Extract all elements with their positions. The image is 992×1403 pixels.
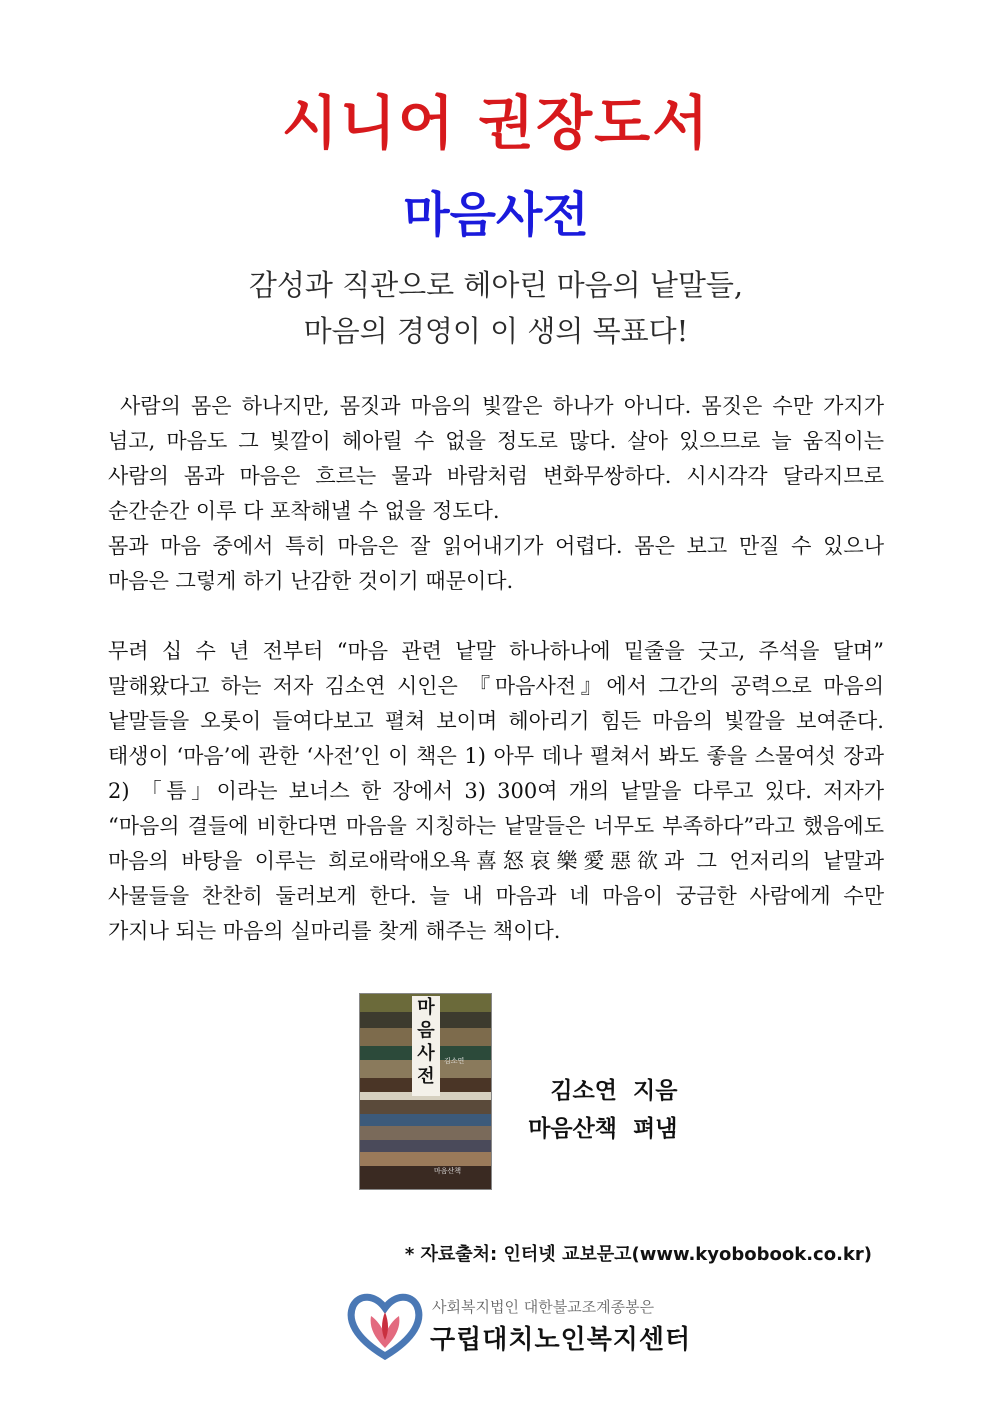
cover-author: 김소연 bbox=[444, 1057, 465, 1065]
book-cover-image bbox=[359, 993, 492, 1190]
book-subtitle bbox=[0, 262, 992, 354]
author-credit bbox=[520, 1072, 677, 1110]
source-note: * 자료출처: 인터넷 교보문고(www.kyobobook.co.kr) bbox=[404, 1244, 872, 1265]
lotus-heart-icon bbox=[345, 1290, 425, 1360]
description-paragraph-1: 사람의 몸은 하나지만, 몸짓과 마음의 빛깔은 하나가 아니다. 몸짓은 수만 가지가 넘고, 마음도 그 빛깔이 헤아릴 수 없을 정도로 많다. 살아 있으므로 늘 움직이는 사람의 몸과 마음은 흐르는 물과 바람처럼 변화무쌍하다. 시시각각 달라지므로 순간순간 이루 다 포착해낼 수 없을 정도다. bbox=[108, 394, 884, 523]
cover-title: 마음사전 bbox=[412, 996, 440, 1096]
publisher-credit bbox=[520, 1110, 677, 1148]
publisher-name: 마음산책 bbox=[528, 1115, 617, 1142]
cover-publisher: 마음산책 bbox=[434, 1167, 462, 1175]
author-name: 김소연 bbox=[550, 1077, 617, 1104]
book-description bbox=[108, 389, 884, 949]
organization-logo bbox=[345, 1290, 692, 1360]
description-paragraph-2: 몸과 마음 중에서 특히 마음은 잘 읽어내기가 어렵다. 몸은 보고 만질 수 있으나 마음은 그렇게 하기 난감한 것이기 때문이다. bbox=[108, 534, 884, 593]
book-credits bbox=[520, 1072, 677, 1148]
publisher-role: 펴냄 bbox=[633, 1115, 678, 1142]
subtitle-line-2: 마음의 경영이 이 생의 목표다! bbox=[303, 314, 689, 348]
subtitle-line-1: 감성과 직관으로 헤아린 마음의 낱말들, bbox=[248, 268, 744, 302]
author-role: 지음 bbox=[633, 1077, 678, 1104]
book-title: 마음사전 bbox=[403, 187, 589, 243]
description-paragraph-3: 무려 십 수 년 전부터 “마음 관련 낱말 하나하나에 밑줄을 긋고, 주석을 달며” 말해왔다고 하는 저자 김소연 시인은 『마음사전』에서 그간의 공력으로 마음의 낱말들을 오롯이 들여다보고 펼쳐 보이며 헤아리기 힘든 마음의 빛깔을 보여준다. 태생이 ‘마음’에 관한 ‘사전’인 이 책은 1) 아무 데나 펼쳐서 봐도 좋을 스물여섯 장과 2) 「틈」이라는 보너스 한 장에서 3) 300여 개의 낱말을 다루고 있다. 저자가 “마음의 결들에 비한다면 마음을 지칭하는 낱말들은 너무도 부족하다”라고 했음에도 마음의 바탕을 이루는 희로애락애오욕喜怒哀樂愛惡欲과 그 언저리의 낱말과 사물들을 찬찬히 둘러보게 한다. 늘 내 마음과 네 마음이 궁금한 사람에게 수만 가지나 되는 마음의 실마리를 찾게 해주는 책이다. bbox=[108, 639, 885, 943]
paragraph-gap bbox=[108, 599, 884, 634]
organization-name: 구립대치노인복지센터 bbox=[430, 1325, 692, 1355]
organization-parent: 사회복지법인 대한불교조계종봉은 bbox=[432, 1298, 655, 1316]
page-title: 시니어 권장도서 bbox=[281, 89, 711, 157]
